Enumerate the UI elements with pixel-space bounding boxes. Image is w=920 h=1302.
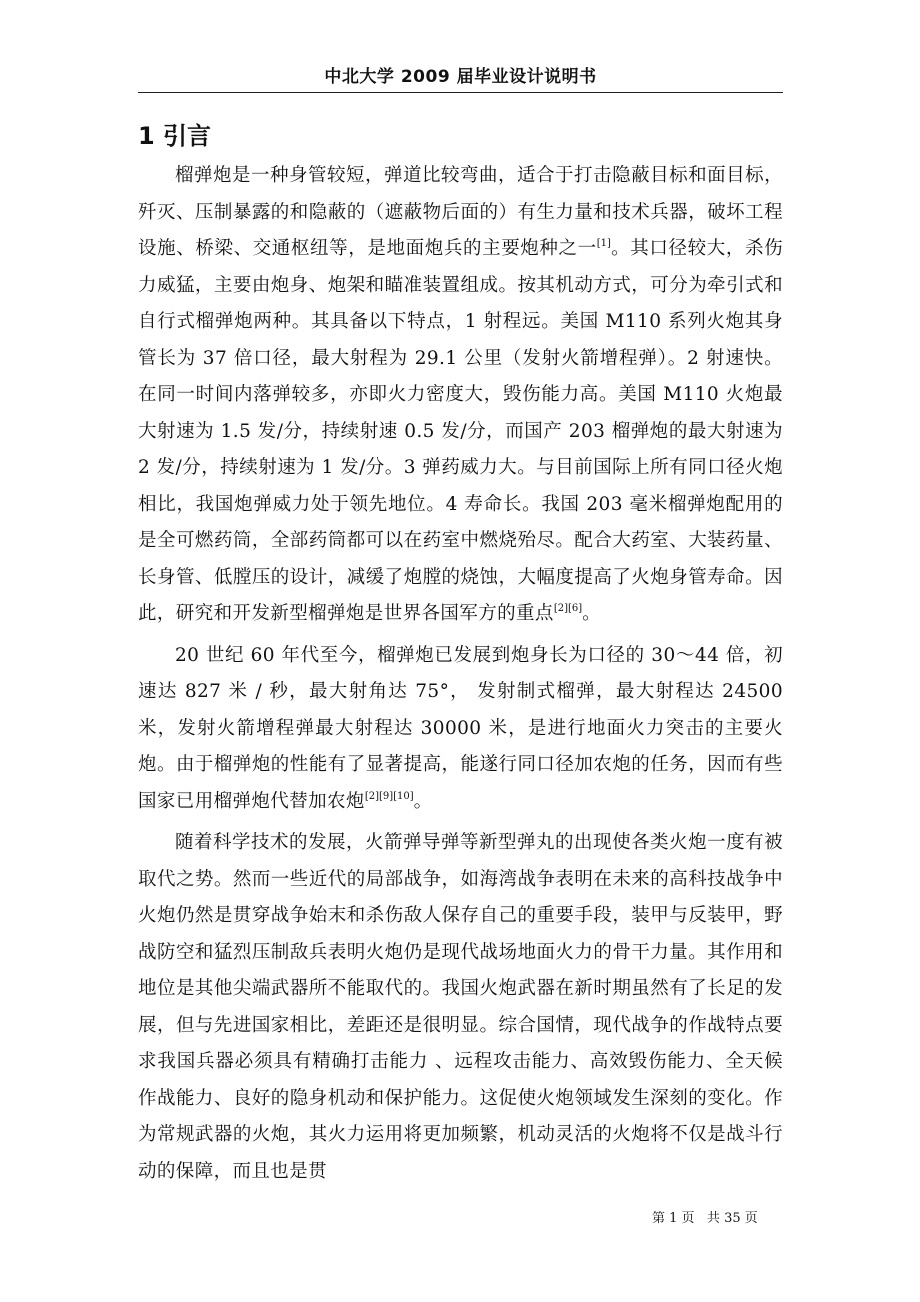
header-divider (138, 92, 783, 93)
paragraph-text: 随着科学技术的发展，火箭弹导弹等新型弹丸的出现使各类火炮一度有被取代之势。然而一些近代的局部战争，如海湾战争表明在未来的高科技战争中火炮仍然是贯穿战争始末和杀伤敌人保存自己的重要手段，装甲与反装甲，野战防空和猛烈压制敌兵表明火炮仍是现代战场地面火力的骨干力量。其作用和地位是其他尖端武器所不能取代的。我国火炮武器在新时期虽然有了长足的发展，但与先进国家相比，差距还是很明显。综合国情，现代战争的作战特点要求我国兵器必须具有精确打击能力 、远程攻击能力、高效毁伤能力、全天候作战能力、良好的隐身机动和保护能力。这促使火炮领域发生深刻的变化。作为常规武器的火炮，其火力运用将更加频繁，机动灵活的火炮将不仅是战斗行动的保障，而且也是贯 (138, 832, 783, 1182)
paragraph-3 (138, 825, 783, 1190)
document-header-title: 中北大学 2009 届毕业设计说明书 (324, 67, 597, 87)
paragraph-text: 20 世纪 60 年代至今，榴弹炮已发展到炮身长为口径的 30～44 倍，初速达 827 米 / 秒，最大射角达 75°， 发射制式榴弹，最大射程达 24500 米，发射火箭增程弹最大射程达 30000 米，是进行地面火力突击的主要火炮。由于榴弹炮的性能有了显著提高，能遂行同口径加农炮的任务，因而有些国家已用榴弹炮代替加农炮 (138, 644, 783, 812)
paragraph-text: 榴弹炮是一种身管较短，弹道比较弯曲，适合于打击隐蔽目标和面目标，歼灭、压制暴露的和隐蔽的（遮蔽物后面的）有生力量和技术兵器，破坏工程设施、桥梁、交通枢纽等，是地面炮兵的主要炮种之一 (138, 165, 783, 259)
paragraph-text: 。其口径较大，杀伤力威猛，主要由炮身、炮架和瞄准装置组成。按其机动方式，可分为牵引式和自行式榴弹炮两种。其具备以下特点，1 射程远。美国 M110 系列火炮其身管长为 37 倍口径，最大射程为 29.1 公里（发射火箭增程弹）。2 射速快。在同一时间内落弹较多，亦即火力密度大，毁伤能力高。美国 M110 火炮最大射速为 1.5 发/分，持续射速 0.5 发/分，而国产 203 榴弹炮的最大射速为 2 发/分，持续射速为 1 发/分。3 弹药威力大。与目前国际上所有同口径火炮相比，我国炮弹威力处于领先地位。4 寿命长。我国 203 毫米榴弹炮配用的是全可燃药筒，全部药筒都可以在药室中燃烧殆尽。配合大药室、大装药量、长身管、低膛压的设计，减缓了炮膛的烧蚀，大幅度提高了火炮身管寿命。因此，研究和开发新型榴弹炮是世界各国军方的重点 (138, 238, 783, 624)
paragraph-text: 。 (413, 790, 433, 812)
page-footer: 第 1 页 共 35 页 (652, 1211, 758, 1226)
paragraph-1 (138, 158, 783, 633)
section-title: 1 引言 (138, 122, 212, 150)
citation-ref: [2][6] (553, 603, 583, 614)
citation-ref: [2][9][10] (364, 790, 414, 802)
citation-ref: [1] (596, 238, 611, 249)
paragraph-2 (138, 638, 783, 821)
body-text (138, 158, 783, 1190)
paragraph-text: 。 (582, 603, 602, 624)
